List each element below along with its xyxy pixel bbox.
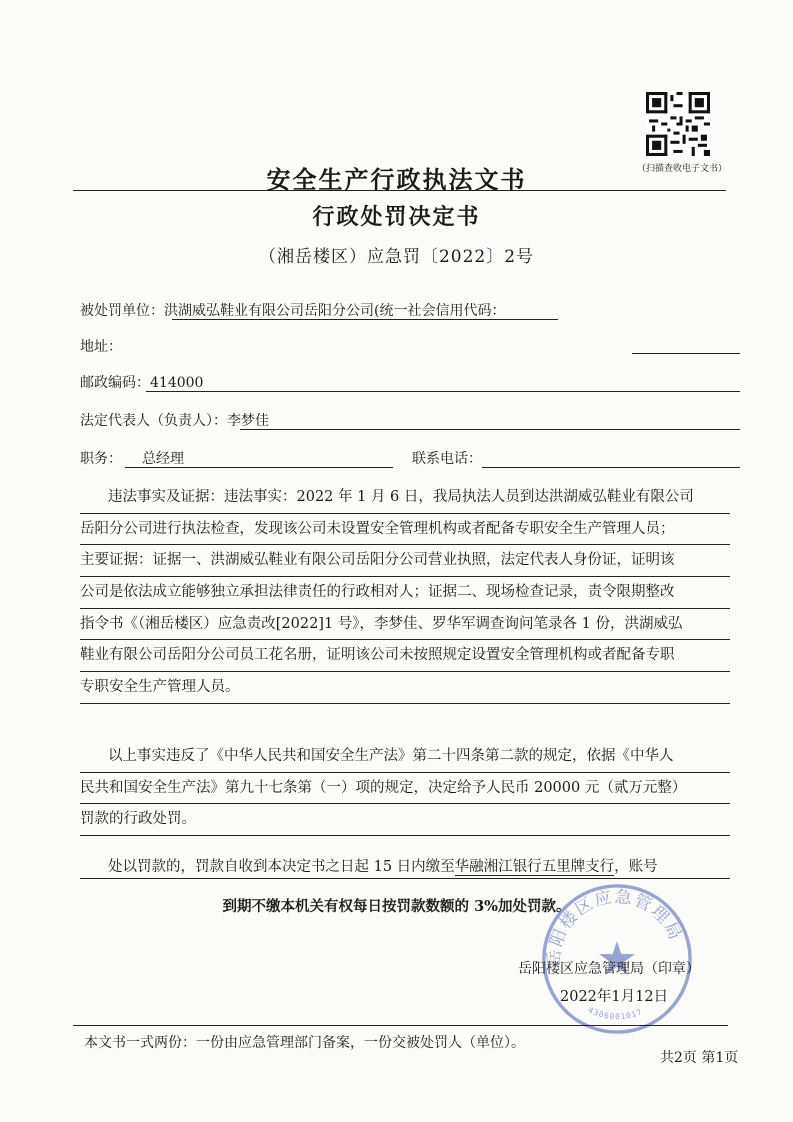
representative-label: 法定代表人（负责人）： bbox=[80, 413, 227, 429]
phone-underline bbox=[482, 467, 740, 468]
payment-prefix: 处以罚款的，罚款自收到本决定书之日起 15 日内缴至 bbox=[108, 859, 455, 875]
position-label: 职务： bbox=[80, 451, 122, 467]
facts-line: 专职安全生产管理人员。 bbox=[80, 672, 730, 704]
facts-line: 公司是依法成立能够独立承担法律责任的行政相对人；证据二、现场检查记录，责令限期整改 bbox=[80, 577, 730, 609]
facts-line: 指令书《（湘岳楼区）应急责改[2022]1 号》，李梦佳、罗华军调查询问笔录各 1 份，洪湖威弘 bbox=[80, 609, 730, 641]
overdue-penalty-note: 到期不缴本机关有权每日按罚款数额的 3%加处罚款。 bbox=[222, 898, 571, 915]
address-field bbox=[80, 336, 122, 356]
decision-paragraph bbox=[80, 741, 730, 836]
payment-bank: 华融湘江银行五里牌支行 bbox=[454, 859, 615, 875]
phone-field bbox=[412, 448, 482, 468]
phone-label: 联系电话： bbox=[412, 451, 482, 467]
title-divider bbox=[73, 190, 726, 191]
payment-underline bbox=[80, 878, 730, 879]
facts-line: 岳阳分公司进行执法检查，发现该公司未设置安全管理机构或者配备专职安全生产管理人员； bbox=[80, 514, 730, 546]
facts-line: 主要证据：证据一、洪湖威弘鞋业有限公司岳阳分公司营业执照，法定代表人身份证，证明该 bbox=[80, 545, 730, 577]
party-field bbox=[80, 300, 505, 320]
document-category-title: 安全生产行政执法文书 bbox=[266, 165, 527, 194]
payment-suffix: ，账号 bbox=[614, 859, 658, 875]
decision-line: 民共和国安全生产法》第九十七条第（一）项的规定，决定给予人民币 20000 元（贰万元整） bbox=[80, 773, 730, 805]
postcode-field bbox=[80, 372, 203, 392]
postcode-underline bbox=[146, 391, 740, 392]
issuing-authority: 岳阳楼区应急管理局（印章） bbox=[518, 961, 700, 977]
postcode-value: 414000 bbox=[150, 375, 204, 391]
address-underline bbox=[632, 353, 740, 354]
seal-code: 4306001017 bbox=[586, 1005, 644, 1022]
representative-underline bbox=[240, 429, 740, 430]
payment-line bbox=[108, 855, 658, 876]
issue-date: 2022年1月12日 bbox=[560, 989, 669, 1005]
representative-field bbox=[80, 410, 269, 430]
facts-paragraph bbox=[80, 482, 730, 704]
representative-value: 李梦佳 bbox=[227, 413, 269, 429]
decision-line: 以上事实违反了《中华人民共和国安全生产法》第二十四条第二款的规定，依据《中华人 bbox=[80, 741, 730, 773]
position-value: 总经理 bbox=[142, 451, 184, 467]
qr-code-icon[interactable] bbox=[646, 92, 710, 156]
qr-caption: （扫描查收电子文书） bbox=[636, 164, 727, 174]
party-label: 被处罚单位： bbox=[80, 303, 164, 319]
address-label: 地址： bbox=[80, 339, 122, 355]
facts-line: 鞋业有限公司岳阳分公司员工花名册，证明该公司未按照规定设置安全管理机构或者配备专职 bbox=[80, 640, 730, 672]
position-underline bbox=[125, 467, 393, 468]
svg-text:4306001017 bbox=[587, 1005, 644, 1021]
page-indicator: 共2页 第1页 bbox=[660, 1050, 739, 1066]
document-title: 行政处罚决定书 bbox=[312, 204, 481, 230]
seal-ring-text: 岳阳楼区应急管理局 bbox=[543, 886, 687, 967]
party-value: 洪湖威弘鞋业有限公司岳阳分公司(统一社会信用代码： bbox=[164, 303, 506, 319]
footer-divider bbox=[73, 1025, 728, 1026]
postcode-label: 邮政编码： bbox=[80, 375, 150, 391]
decision-line: 罚款的行政处罚。 bbox=[80, 804, 730, 836]
copies-note: 本文书一式两份：一份由应急管理部门备案，一份交被处罚人（单位）。 bbox=[84, 1035, 525, 1051]
facts-line: 违法事实及证据：违法事实：2022 年 1 月 6 日，我局执法人员到达洪湖威弘鞋业有限公司 bbox=[80, 482, 730, 514]
position-field bbox=[80, 448, 184, 468]
document-number: （湘岳楼区）应急罚〔2022〕2号 bbox=[258, 247, 535, 267]
party-underline bbox=[172, 319, 558, 320]
